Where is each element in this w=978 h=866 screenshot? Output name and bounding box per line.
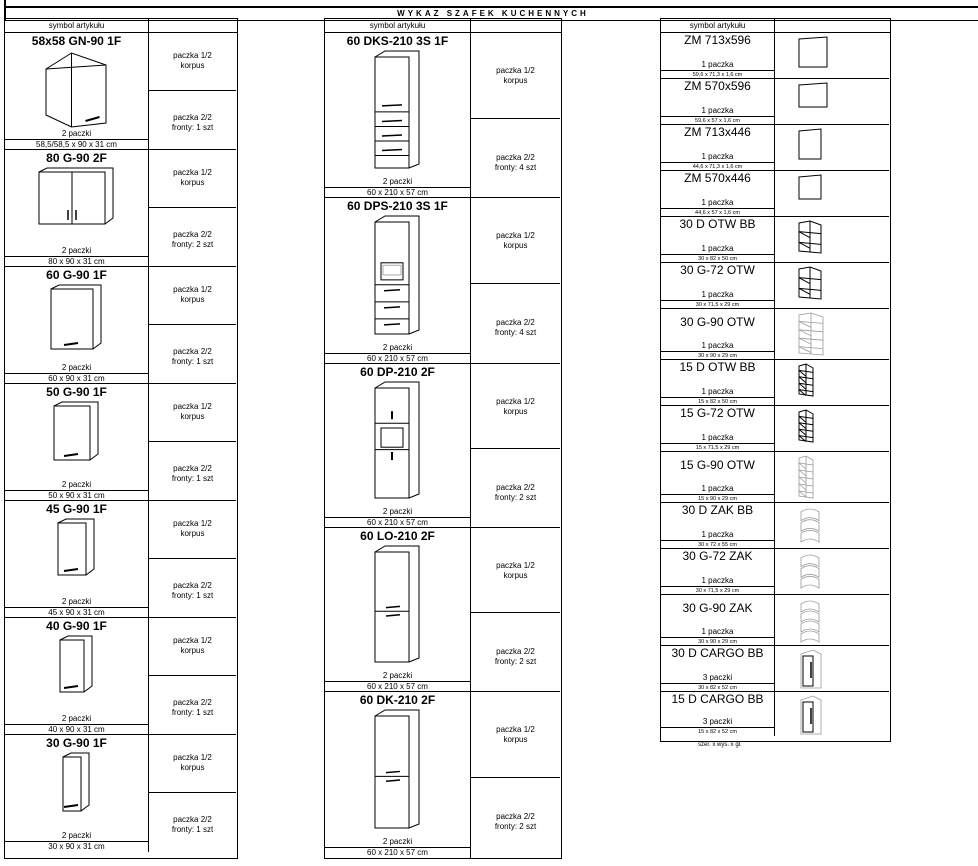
package-content: fronty: 1 szt bbox=[171, 123, 214, 132]
package-2-cell bbox=[470, 119, 560, 198]
accessory-drawing bbox=[797, 362, 815, 398]
column-header: symbol artykułu bbox=[325, 19, 470, 33]
accessory-name: 30 D OTW BB bbox=[679, 217, 756, 231]
cabinet-row bbox=[325, 198, 559, 364]
accessory-drawing bbox=[797, 551, 823, 589]
cabinet-name: 60 LO-210 2F bbox=[360, 529, 435, 543]
package-count: 2 paczki bbox=[382, 177, 413, 186]
accessory-drawing bbox=[797, 311, 825, 357]
package-content: fronty: 1 szt bbox=[171, 591, 214, 600]
package-label: paczka 1/2 bbox=[496, 725, 535, 734]
cabinet-name: 40 G-90 1F bbox=[46, 619, 107, 633]
cabinet-symbol-cell bbox=[325, 692, 470, 858]
accessory-drawing bbox=[797, 81, 829, 109]
cabinet-name: 30 G-90 1F bbox=[46, 736, 107, 750]
accessory-row bbox=[661, 595, 888, 646]
accessory-symbol-cell bbox=[661, 309, 774, 360]
accessory-dimensions: 30 x 90 x 29 cm bbox=[661, 637, 774, 646]
package-2-cell bbox=[148, 208, 236, 267]
package-label: paczka 1/2 bbox=[496, 560, 535, 570]
right-column bbox=[660, 18, 891, 742]
package-content: fronty: 1 szt bbox=[171, 708, 214, 717]
cabinet-drawing bbox=[56, 634, 94, 694]
cabinet-symbol-cell bbox=[325, 528, 470, 692]
package-content: korpus bbox=[503, 406, 528, 416]
package-count: 2 paczki bbox=[61, 831, 92, 840]
cabinet-dimensions: 60 x 210 x 57 cm bbox=[325, 187, 470, 198]
accessory-symbol-cell bbox=[661, 217, 774, 263]
accessory-dimensions: 59,6 x 57 x 1,6 cm bbox=[661, 116, 774, 125]
cabinet-drawing bbox=[371, 214, 421, 336]
accessory-name: ZM 713x446 bbox=[684, 125, 751, 139]
cabinet-symbol-cell bbox=[5, 618, 148, 735]
column-header-blank bbox=[470, 19, 561, 33]
accessory-row bbox=[661, 125, 888, 171]
package-label: paczka 2/2 bbox=[496, 646, 535, 656]
cabinet-dimensions: 58,5/58,5 x 90 x 31 cm bbox=[5, 139, 148, 150]
accessory-drawing-cell bbox=[774, 79, 889, 125]
accessory-name: 15 G-72 OTW bbox=[680, 406, 755, 420]
accessory-drawing bbox=[797, 265, 823, 301]
package-1-cell bbox=[148, 618, 236, 676]
cabinet-dimensions: 80 x 90 x 31 cm bbox=[5, 256, 148, 267]
accessory-symbol-cell bbox=[661, 549, 774, 595]
cabinet-row bbox=[5, 735, 235, 852]
cabinet-name: 58x58 GN-90 1F bbox=[31, 34, 122, 48]
accessory-name: 15 D OTW BB bbox=[679, 360, 756, 374]
package-2-cell bbox=[470, 284, 560, 364]
cabinet-name: 60 G-90 1F bbox=[46, 268, 107, 282]
cabinet-drawing bbox=[371, 708, 421, 830]
package-2-cell bbox=[148, 793, 236, 852]
package-2-cell bbox=[148, 559, 236, 618]
accessory-symbol-cell bbox=[661, 263, 774, 309]
accessory-name: 15 D CARGO BB bbox=[671, 692, 764, 706]
accessory-drawing-cell bbox=[774, 263, 889, 309]
package-count: 1 paczka bbox=[701, 341, 734, 350]
accessory-drawing-cell bbox=[774, 503, 889, 549]
package-count: 2 paczki bbox=[382, 837, 413, 846]
package-1-cell bbox=[148, 150, 236, 208]
accessory-symbol-cell bbox=[661, 79, 774, 125]
package-label: paczka 2/2 bbox=[173, 815, 212, 824]
accessory-drawing-cell bbox=[774, 33, 889, 79]
cabinet-drawing bbox=[47, 283, 103, 351]
package-content: fronty: 4 szt bbox=[494, 328, 537, 337]
cabinet-symbol-cell bbox=[325, 33, 470, 198]
accessory-dimensions: 30 x 82 x 52 cm bbox=[661, 683, 774, 692]
package-content: korpus bbox=[503, 241, 528, 250]
accessory-drawing bbox=[797, 454, 815, 500]
cabinet-name: 60 DK-210 2F bbox=[359, 693, 436, 707]
accessory-drawing-cell bbox=[774, 595, 889, 646]
accessory-symbol-cell bbox=[661, 125, 774, 171]
package-label: paczka 2/2 bbox=[173, 464, 212, 473]
accessory-symbol-cell bbox=[661, 33, 774, 79]
accessory-row bbox=[661, 309, 888, 360]
accessory-name: 30 D CARGO BB bbox=[671, 646, 764, 660]
cabinet-symbol-cell bbox=[5, 33, 148, 150]
package-label: paczka 2/2 bbox=[173, 347, 212, 356]
accessory-row bbox=[661, 503, 888, 549]
package-label: paczka 2/2 bbox=[496, 482, 535, 492]
package-label: paczka 1/2 bbox=[496, 396, 535, 406]
cabinet-drawing bbox=[54, 517, 96, 577]
accessory-symbol-cell bbox=[661, 595, 774, 646]
accessory-drawing-cell bbox=[774, 125, 889, 171]
package-count: 2 paczki bbox=[61, 597, 92, 606]
accessory-row bbox=[661, 452, 888, 503]
cabinet-drawing bbox=[50, 400, 100, 462]
dimension-footnote: szer. x wys. x gł. bbox=[698, 742, 742, 748]
package-1-cell bbox=[470, 528, 560, 613]
cabinet-dimensions: 30 x 90 x 31 cm bbox=[5, 841, 148, 852]
accessory-row bbox=[661, 692, 888, 736]
accessory-symbol-cell bbox=[661, 171, 774, 217]
package-2-cell bbox=[148, 442, 236, 501]
accessory-drawing bbox=[797, 648, 823, 690]
accessory-row bbox=[661, 406, 888, 452]
package-count: 2 paczki bbox=[382, 343, 413, 352]
package-label: paczka 1/2 bbox=[496, 231, 535, 240]
accessory-name: 30 G-72 OTW bbox=[680, 263, 755, 277]
accessory-symbol-cell bbox=[661, 692, 774, 736]
package-content: korpus bbox=[180, 61, 205, 70]
package-2-cell bbox=[470, 613, 560, 692]
package-count: 2 paczki bbox=[61, 246, 92, 255]
package-label: paczka 1/2 bbox=[173, 285, 212, 294]
package-1-cell bbox=[148, 735, 236, 793]
package-1-cell bbox=[148, 267, 236, 325]
package-label: paczka 2/2 bbox=[173, 698, 212, 707]
accessory-row bbox=[661, 360, 888, 406]
cabinet-row bbox=[5, 618, 235, 735]
cabinet-dimensions: 60 x 210 x 57 cm bbox=[325, 353, 470, 364]
accessory-row bbox=[661, 171, 888, 217]
cabinet-symbol-cell bbox=[5, 150, 148, 267]
cabinet-drawing bbox=[371, 544, 421, 664]
accessory-dimensions: 44,6 x 71,3 x 1,6 cm bbox=[661, 162, 774, 171]
cabinet-symbol-cell bbox=[5, 501, 148, 618]
accessory-dimensions: 30 x 72 x 55 cm bbox=[661, 540, 774, 549]
accessory-drawing-cell bbox=[774, 452, 889, 503]
cabinet-name: 60 DPS-210 3S 1F bbox=[347, 199, 448, 213]
cabinet-name: 50 G-90 1F bbox=[46, 385, 107, 399]
package-2-cell bbox=[470, 778, 560, 858]
accessory-name: ZM 570x596 bbox=[684, 79, 751, 93]
accessory-name: 30 D ZAK BB bbox=[681, 503, 754, 517]
accessory-name: 30 G-72 ZAK bbox=[682, 549, 753, 563]
accessory-drawing bbox=[797, 173, 823, 201]
package-count: 1 paczka bbox=[701, 198, 734, 207]
package-2-cell bbox=[148, 325, 236, 384]
cabinet-dimensions: 50 x 90 x 31 cm bbox=[5, 490, 148, 501]
accessory-symbol-cell bbox=[661, 503, 774, 549]
package-2-cell bbox=[148, 91, 236, 150]
accessory-dimensions: 15 x 90 x 29 cm bbox=[661, 494, 774, 503]
package-count: 2 paczki bbox=[382, 671, 413, 680]
package-content: korpus bbox=[503, 76, 528, 85]
package-count: 1 paczka bbox=[701, 244, 734, 253]
package-count: 3 paczki bbox=[702, 717, 733, 726]
package-count: 1 paczka bbox=[701, 576, 734, 585]
accessory-drawing bbox=[797, 505, 823, 543]
column-header-blank bbox=[774, 19, 890, 33]
package-1-cell bbox=[470, 198, 560, 284]
accessory-drawing bbox=[797, 127, 823, 161]
accessory-drawing-cell bbox=[774, 406, 889, 452]
package-content: korpus bbox=[180, 295, 205, 304]
package-2-cell bbox=[148, 676, 236, 735]
accessory-drawing bbox=[797, 597, 823, 643]
accessory-dimensions: 30 x 71,5 x 29 cm bbox=[661, 586, 774, 595]
package-1-cell bbox=[470, 364, 560, 449]
accessory-drawing-cell bbox=[774, 549, 889, 595]
accessory-row bbox=[661, 79, 888, 125]
package-content: korpus bbox=[503, 570, 528, 580]
accessory-drawing-cell bbox=[774, 692, 889, 736]
cabinet-symbol-cell bbox=[5, 735, 148, 852]
accessory-dimensions: 59,6 x 71,3 x 1,6 cm bbox=[661, 70, 774, 79]
accessory-row bbox=[661, 33, 888, 79]
accessory-drawing-cell bbox=[774, 309, 889, 360]
package-content: korpus bbox=[180, 412, 205, 421]
package-label: paczka 1/2 bbox=[496, 66, 535, 75]
cabinet-drawing bbox=[371, 49, 421, 170]
accessory-name: 30 G-90 ZAK bbox=[682, 601, 753, 615]
package-count: 2 paczki bbox=[61, 363, 92, 372]
cabinet-dimensions: 60 x 210 x 57 cm bbox=[325, 681, 470, 692]
package-label: paczka 1/2 bbox=[173, 51, 212, 60]
package-count: 2 paczki bbox=[61, 129, 92, 138]
package-count: 1 paczka bbox=[701, 60, 734, 69]
cabinet-name: 80 G-90 2F bbox=[46, 151, 107, 165]
accessory-dimensions: 30 x 82 x 50 cm bbox=[661, 254, 774, 263]
cabinet-name: 45 G-90 1F bbox=[46, 502, 107, 516]
cabinet-symbol-cell bbox=[5, 267, 148, 384]
package-content: korpus bbox=[180, 529, 205, 538]
package-label: paczka 1/2 bbox=[173, 519, 212, 528]
cabinet-row bbox=[325, 33, 559, 198]
package-label: paczka 2/2 bbox=[496, 318, 535, 327]
package-count: 1 paczka bbox=[701, 627, 734, 636]
cabinet-dimensions: 60 x 210 x 57 cm bbox=[325, 847, 470, 858]
cabinet-drawing bbox=[35, 166, 115, 226]
package-1-cell bbox=[148, 33, 236, 91]
cabinet-row bbox=[5, 33, 235, 150]
cabinet-symbol-cell bbox=[325, 364, 470, 528]
package-count: 1 paczka bbox=[701, 290, 734, 299]
cabinet-symbol-cell bbox=[5, 384, 148, 501]
package-1-cell bbox=[148, 501, 236, 559]
accessory-dimensions: 15 x 82 x 50 cm bbox=[661, 397, 774, 406]
package-content: fronty: 4 szt bbox=[494, 162, 537, 172]
accessory-drawing bbox=[797, 219, 823, 255]
left-column bbox=[4, 18, 238, 859]
package-label: paczka 1/2 bbox=[173, 402, 212, 411]
cabinet-drawing bbox=[40, 49, 110, 129]
accessory-symbol-cell bbox=[661, 360, 774, 406]
package-content: fronty: 1 szt bbox=[171, 474, 214, 483]
package-label: paczka 2/2 bbox=[173, 581, 212, 590]
package-count: 1 paczka bbox=[701, 433, 734, 442]
accessory-name: 30 G-90 OTW bbox=[680, 315, 755, 329]
package-count: 2 paczki bbox=[382, 507, 413, 516]
cabinet-row bbox=[5, 267, 235, 384]
cabinet-dimensions: 60 x 90 x 31 cm bbox=[5, 373, 148, 384]
cabinet-name: 60 DP-210 2F bbox=[360, 365, 435, 379]
package-content: fronty: 1 szt bbox=[171, 357, 214, 366]
column-header: symbol artykułu bbox=[5, 19, 148, 33]
accessory-dimensions: 30 x 71,5 x 29 cm bbox=[661, 300, 774, 309]
package-label: paczka 1/2 bbox=[173, 636, 212, 645]
accessory-row bbox=[661, 217, 888, 263]
package-label: paczka 2/2 bbox=[173, 113, 212, 122]
accessory-symbol-cell bbox=[661, 646, 774, 692]
cabinet-dimensions: 40 x 90 x 31 cm bbox=[5, 724, 148, 735]
cabinet-drawing bbox=[59, 751, 91, 813]
cabinet-row bbox=[325, 692, 559, 858]
accessory-drawing-cell bbox=[774, 171, 889, 217]
middle-column bbox=[324, 18, 562, 859]
package-count: 1 paczka bbox=[701, 387, 734, 396]
package-content: korpus bbox=[180, 763, 205, 772]
package-1-cell bbox=[470, 692, 560, 778]
accessory-dimensions: 44,6 x 57 x 1,6 cm bbox=[661, 208, 774, 217]
package-label: paczka 2/2 bbox=[496, 152, 535, 162]
column-header: symbol artykułu bbox=[661, 19, 774, 33]
accessory-drawing bbox=[797, 35, 829, 69]
accessory-drawing-cell bbox=[774, 217, 889, 263]
package-1-cell bbox=[148, 384, 236, 442]
package-label: paczka 2/2 bbox=[173, 230, 212, 239]
package-label: paczka 2/2 bbox=[496, 812, 535, 821]
accessory-drawing-cell bbox=[774, 646, 889, 692]
package-content: fronty: 2 szt bbox=[494, 656, 537, 666]
package-content: fronty: 2 szt bbox=[494, 822, 537, 831]
cabinet-row bbox=[5, 150, 235, 267]
cabinet-row bbox=[325, 364, 559, 528]
package-count: 2 paczki bbox=[61, 480, 92, 489]
cabinet-symbol-cell bbox=[325, 198, 470, 364]
package-count: 1 paczka bbox=[701, 106, 734, 115]
package-2-cell bbox=[470, 449, 560, 528]
package-1-cell bbox=[470, 33, 560, 119]
page-title: WYKAZ SZAFEK KUCHENNYCH bbox=[4, 6, 978, 21]
accessory-row bbox=[661, 646, 888, 692]
accessory-dimensions: 30 x 90 x 29 cm bbox=[661, 351, 774, 360]
accessory-name: 15 G-90 OTW bbox=[680, 458, 755, 472]
accessory-row bbox=[661, 263, 888, 309]
cabinet-row bbox=[325, 528, 559, 692]
package-count: 1 paczka bbox=[701, 152, 734, 161]
accessory-row bbox=[661, 549, 888, 595]
cabinet-dimensions: 60 x 210 x 57 cm bbox=[325, 517, 470, 528]
package-content: korpus bbox=[180, 178, 205, 187]
package-label: paczka 1/2 bbox=[173, 168, 212, 177]
accessory-name: ZM 570x446 bbox=[684, 171, 751, 185]
accessory-drawing-cell bbox=[774, 360, 889, 406]
accessory-symbol-cell bbox=[661, 452, 774, 503]
accessory-symbol-cell bbox=[661, 406, 774, 452]
cabinet-row bbox=[5, 384, 235, 501]
accessory-name: ZM 713x596 bbox=[684, 33, 751, 47]
cabinet-drawing bbox=[371, 380, 421, 500]
accessory-drawing bbox=[797, 408, 815, 444]
cabinet-row bbox=[5, 501, 235, 618]
accessory-dimensions: 15 x 82 x 52 cm bbox=[661, 727, 774, 736]
accessory-drawing bbox=[797, 694, 823, 736]
package-content: fronty: 1 szt bbox=[171, 825, 214, 834]
package-content: korpus bbox=[180, 646, 205, 655]
accessory-dimensions: 15 x 71,5 x 29 cm bbox=[661, 443, 774, 452]
package-count: 1 paczka bbox=[701, 530, 734, 539]
package-count: 3 paczki bbox=[702, 673, 733, 682]
package-content: fronty: 2 szt bbox=[494, 492, 537, 502]
package-content: fronty: 2 szt bbox=[171, 240, 214, 249]
package-label: paczka 1/2 bbox=[173, 753, 212, 762]
package-content: korpus bbox=[503, 735, 528, 744]
package-count: 2 paczki bbox=[61, 714, 92, 723]
cabinet-dimensions: 45 x 90 x 31 cm bbox=[5, 607, 148, 618]
package-count: 1 paczka bbox=[701, 484, 734, 493]
column-header-blank bbox=[148, 19, 237, 33]
cabinet-name: 60 DKS-210 3S 1F bbox=[346, 34, 449, 48]
